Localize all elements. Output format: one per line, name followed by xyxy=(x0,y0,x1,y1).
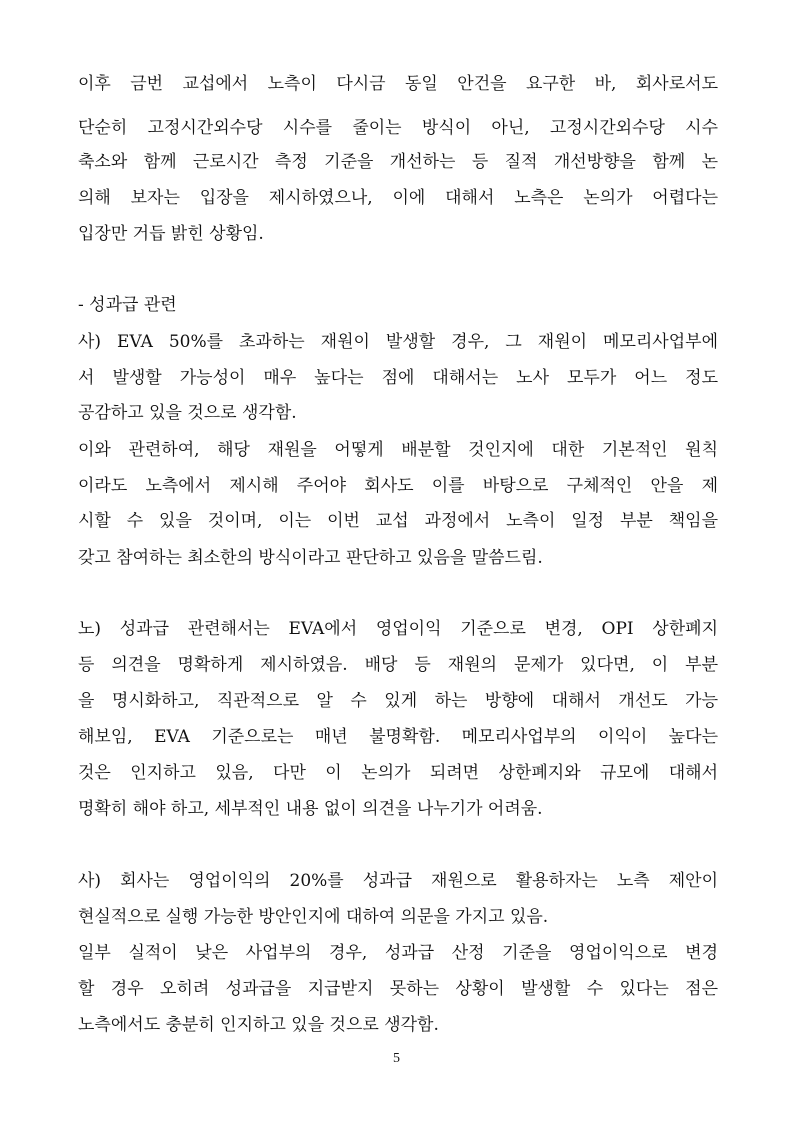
body-text-line: 공감하고 있을 것으로 생각함. xyxy=(78,403,297,423)
body-text-line: 명확히 해야 하고, 세부적인 내용 없이 의견을 나누기가 어려움. xyxy=(78,799,543,819)
body-text-line: 이라도 노측에서 제시해 주어야 회사도 이를 바탕으로 구체적인 안을 제 xyxy=(78,476,718,496)
body-text-line: 현실적으로 실행 가능한 방안인지에 대하여 의문을 가지고 있음. xyxy=(78,907,549,927)
body-text-line: 갖고 참여하는 최소한의 방식이라고 판단하고 있음을 말씀드림. xyxy=(78,548,543,568)
body-text-line: 등 의견을 명확하게 제시하였음. 배당 등 재원의 문제가 있다면, 이 부분 xyxy=(78,655,718,675)
body-text-line: 사) 회사는 영업이익의 20%를 성과급 재원으로 활용하자는 노측 제안이 xyxy=(78,871,718,891)
body-text-line: 사) EVA 50%를 초과하는 재원이 발생할 경우, 그 재원이 메모리사업부에 xyxy=(78,332,718,352)
section-heading: - 성과급 관련 xyxy=(78,295,177,315)
body-text-line: 이후 금번 교섭에서 노측이 다시금 동일 안건을 요구한 바, 회사로서도 xyxy=(78,74,718,94)
body-text-line: 일부 실적이 낮은 사업부의 경우, 성과급 산정 기준을 영업이익으로 변경 xyxy=(78,943,718,963)
page-number: 5 xyxy=(393,1051,400,1066)
body-text-line: 노) 성과급 관련해서는 EVA에서 영업이익 기준으로 변경, OPI 상한폐지 xyxy=(78,619,718,639)
body-text-line: 의해 보자는 입장을 제시하였으나, 이에 대해서 노측은 논의가 어렵다는 xyxy=(78,188,718,208)
body-text-line: 해보임, EVA 기준으로는 매년 불명확함. 메모리사업부의 이익이 높다는 xyxy=(78,727,718,747)
body-text-line: 을 명시화하고, 직관적으로 알 수 있게 하는 방향에 대해서 개선도 가능 xyxy=(78,691,718,711)
body-text-line: 서 발생할 가능성이 매우 높다는 점에 대해서는 노사 모두가 어느 정도 xyxy=(78,368,718,388)
body-text-line: 단순히 고정시간외수당 시수를 줄이는 방식이 아닌, 고정시간외수당 시수 xyxy=(78,118,718,138)
body-text-line: 축소와 함께 근로시간 측정 기준을 개선하는 등 질적 개선방향을 함께 논 xyxy=(78,152,718,172)
body-text-line: 노측에서도 충분히 인지하고 있을 것으로 생각함. xyxy=(78,1015,439,1035)
body-text-line: 것은 인지하고 있음, 다만 이 논의가 되려면 상한폐지와 규모에 대해서 xyxy=(78,763,718,783)
body-text-line: 입장만 거듭 밝힌 상황임. xyxy=(78,224,264,244)
body-text-line: 할 경우 오히려 성과급을 지급받지 못하는 상황이 발생할 수 있다는 점은 xyxy=(78,979,718,999)
body-text-line: 이와 관련하여, 해당 재원을 어떻게 배분할 것인지에 대한 기본적인 원칙 xyxy=(78,440,718,460)
body-text-line: 시할 수 있을 것이며, 이는 이번 교섭 과정에서 노측이 일정 부분 책임을 xyxy=(78,511,718,531)
